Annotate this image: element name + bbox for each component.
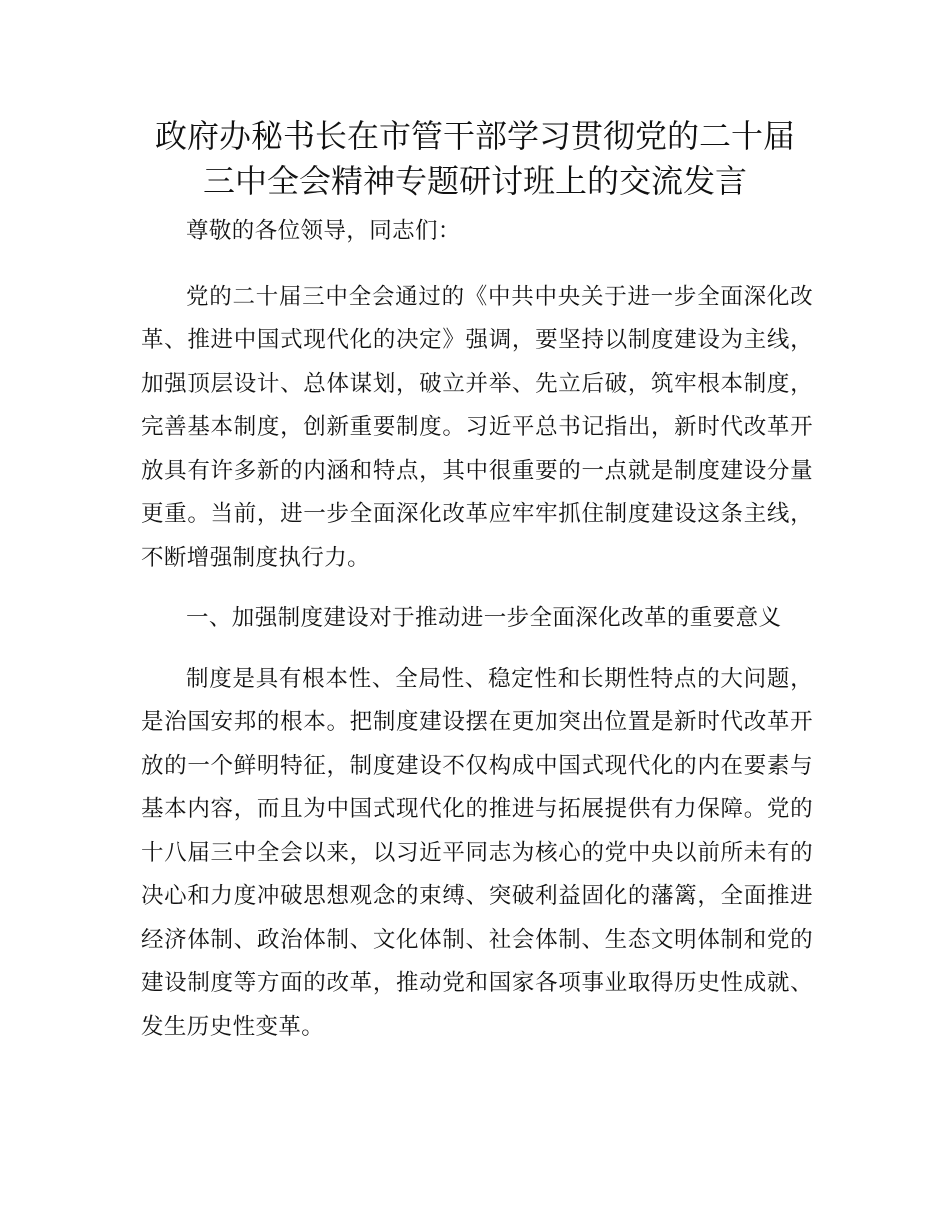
section-heading-1: 一、加强制度建设对于推动进一步全面深化改革的重要意义 — [186, 605, 782, 631]
title-line-1: 政府办秘书长在市管干部学习贯彻党的二十届 — [154, 117, 795, 155]
paragraph-section-1: 制度是具有根本性、全局性、稳定性和长期性特点的大问题，是治国安邦的根本。把制度建设摆在更加突出位置是新时代改革开放的一个鲜明特征，制度建设不仅构成中国式现代化的内在要素与基本内容，而且为中国式现代化的推进与拓展提供有力保障。党的十八届三中全会以来，以习近平同志为核心的党中央以前所未有的决心和力度冲破思想观念的束缚、突破利益固化的藩篱，全面推进经济体制、政治体制、文化体制、社会体制、生态文明体制和党的建设制度等方面的改革，推动党和国家各项事业取得历史性成就、发生历史性变革。 — [141, 665, 813, 1040]
document-body — [141, 210, 813, 1049]
salutation: 尊敬的各位领导，同志们： — [186, 218, 461, 244]
title-line-2: 三中全会精神专题研讨班上的交流发言 — [202, 162, 747, 200]
document-title — [120, 114, 830, 204]
paragraph-intro: 党的二十届三中全会通过的《中共中央关于进一步全面深化改革、推进中国式现代化的决定》强调，要坚持以制度建设为主线，加强顶层设计、总体谋划，破立并举、先立后破，筑牢根本制度，完善基本制度，创新重要制度。习近平总书记指出，新时代改革开放具有许多新的内涵和特点，其中很重要的一点就是制度建设分量更重。当前，进一步全面深化改革应牢牢抓住制度建设这条主线，不断增强制度执行力。 — [141, 283, 813, 571]
